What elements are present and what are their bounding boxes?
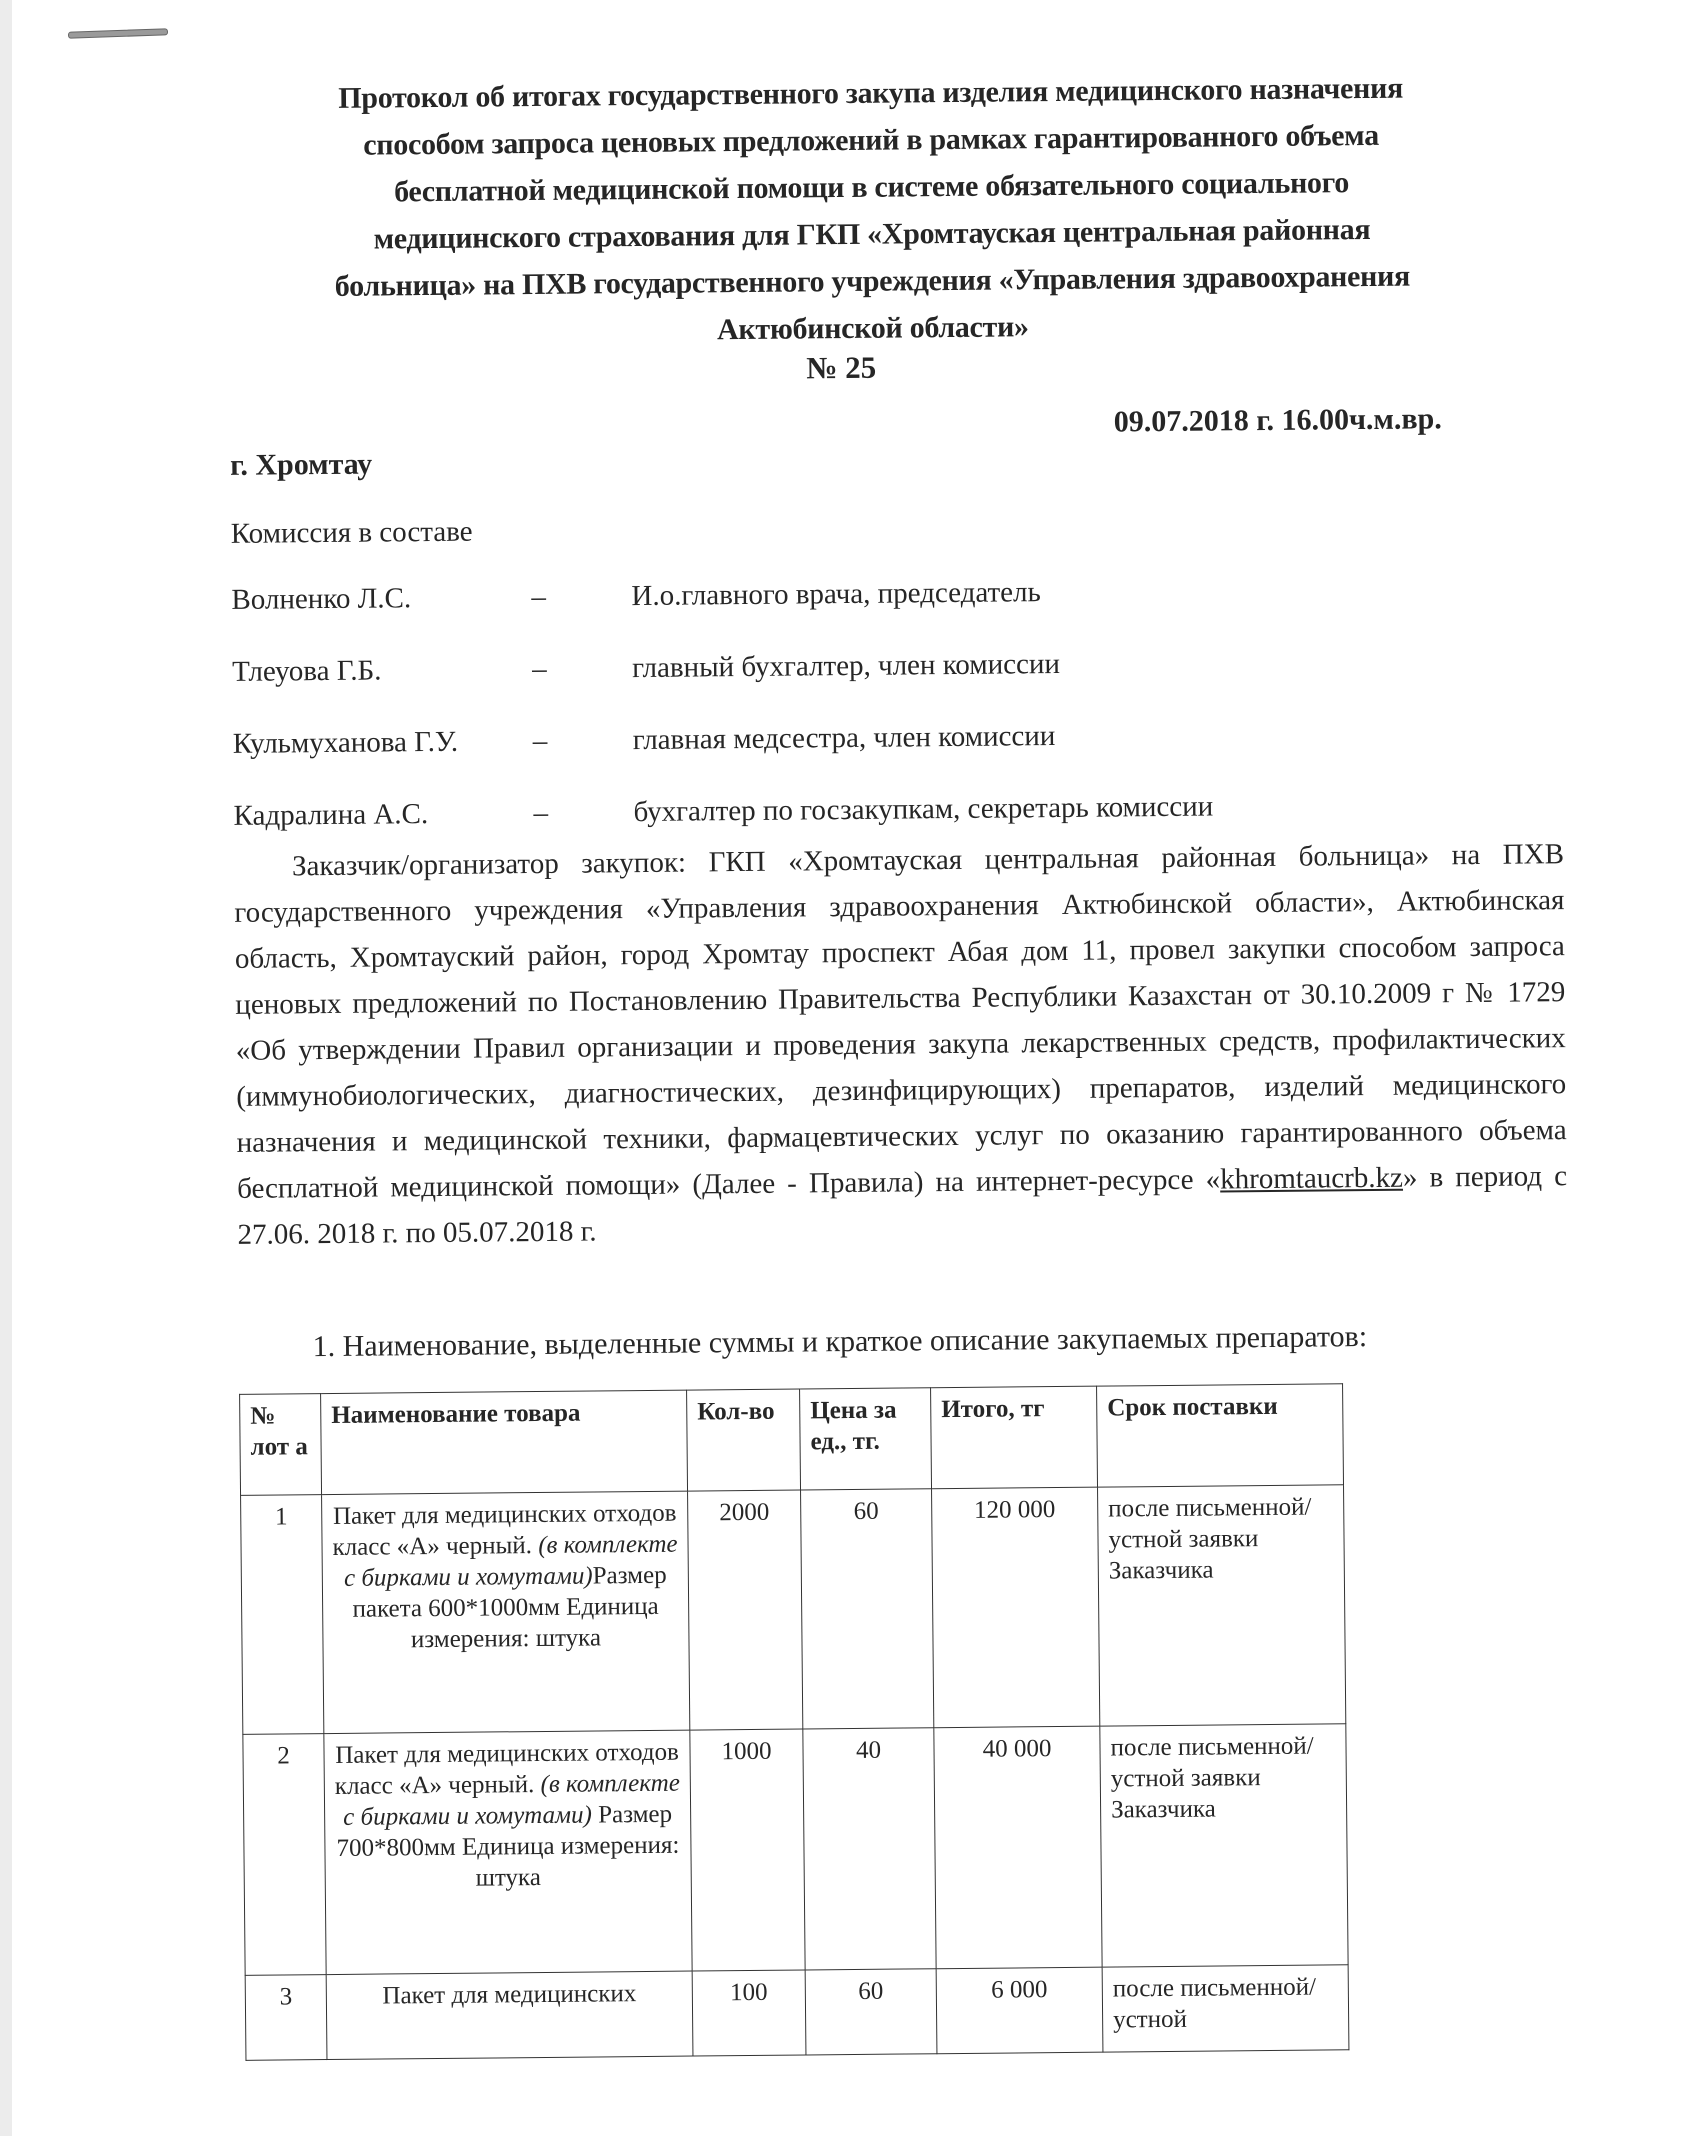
member-dash: –: [533, 796, 549, 830]
member-role: главный бухгалтер, член комиссии: [631, 647, 1061, 685]
cell-item-name: [322, 1491, 690, 1734]
section-heading: 1. Наименование, выделенные суммы и краткое описание закупаемых препаратов:: [312, 1320, 1368, 1364]
commission-member: [233, 720, 1056, 761]
header-lot-number: № лот а: [240, 1394, 322, 1496]
cell-unit-price: 60: [801, 1489, 934, 1729]
website-link[interactable]: khromtaucrb.kz: [1219, 1161, 1404, 1196]
member-dash: –: [531, 580, 547, 614]
member-role: бухгалтер по госзакупкам, секретарь комиссии: [633, 790, 1214, 829]
paragraph-text: Заказчик/организатор закупок: ГКП «Хромтауская центральная районная больница» на ПХВ государственного учреждения «Управления здравоохранения Актюбинской области», Актюбинская область, Хромтауский район, город Хромтау проспект Абая дом 11, провел закупки способом запроса ценовых предложений по Постановлению Правительства Республики Казахстан от 30.10.2009 г № 1729 «Об утверждении Правил организации и проведения закупа лекарственных средств, профилактических (иммунобиологических, диагностических, дезинфицирующих) препаратов, изделий медицинского назначения и медицинской техники, фармацевтических услуг по оказанию гарантированного объема бесплатной медицинской помощи» (Далее - Правила) на интернет-ресурсе «: [234, 838, 1567, 1205]
header-total: Итого, тг: [931, 1386, 1098, 1489]
member-name: Волненко Л.С.: [231, 582, 412, 616]
paragraph-text-end: » в период с 27.06. 2018 г. по 05.07.2018 г.: [237, 1160, 1568, 1251]
commission-label: Комиссия в составе: [230, 515, 473, 550]
title-line: способом запроса ценовых предложений в рамках гарантированного объема: [363, 118, 1379, 162]
cell-lot-number: 1: [241, 1495, 324, 1735]
cell-delivery-term: после письменной/устной заявки Заказчика: [1100, 1724, 1348, 1967]
title-line: бесплатной медицинской помощи в системе обязательного социального: [393, 166, 1350, 209]
cell-total: 40 000: [934, 1726, 1102, 1969]
protocol-date-time: 09.07.2018 г. 16.00ч.м.вр.: [1113, 402, 1442, 439]
header-unit-price: Цена за ед., тг.: [800, 1388, 932, 1490]
member-role: И.о.главного врача, председатель: [631, 576, 1041, 613]
table-row: [243, 1724, 1348, 1976]
header-item-name: Наименование товара: [321, 1390, 688, 1495]
member-dash: –: [531, 652, 547, 686]
member-name: Кадралина А.С.: [233, 798, 429, 832]
header-quantity: Кол-во: [687, 1389, 801, 1491]
table-row: [245, 1965, 1349, 2061]
cell-quantity: 1000: [690, 1729, 805, 1971]
cell-quantity: 100: [692, 1970, 806, 2056]
commission-member: [233, 791, 1213, 833]
item-name-note: (в комплекте с бирками и хомутами): [343, 1530, 678, 1592]
cell-total: 120 000: [932, 1487, 1100, 1728]
protocol-number: № 25: [806, 349, 877, 386]
table-row: [241, 1485, 1346, 1735]
cell-quantity: 2000: [688, 1490, 803, 1730]
cell-item-name: [326, 1971, 693, 2060]
title-line: больница» на ПХВ государственного учреждения «Управления здравоохранения: [334, 259, 1411, 303]
commission-member: [232, 648, 1060, 689]
member-dash: –: [532, 724, 548, 758]
item-name-note: (в комплекте с бирками и хомутами): [343, 1769, 680, 1831]
title-line: медицинского страхования для ГКП «Хромтауская центральная районная: [373, 212, 1371, 256]
title-line: Протокол об итогах государственного закупа изделия медицинского назначения: [338, 71, 1404, 115]
cell-unit-price: 40: [803, 1728, 936, 1970]
item-name-main: Пакет для медицинских отходов класс «А» черный.: [332, 1499, 677, 1561]
lots-table: [239, 1383, 1349, 2061]
procurement-paragraph: [234, 831, 1568, 1258]
cell-lot-number: 2: [243, 1734, 326, 1976]
cell-unit-price: 60: [805, 1969, 937, 2055]
member-name: Кульмуханова Г.У.: [232, 725, 459, 760]
cell-delivery-term: после письменной/устной заявки Заказчика: [1098, 1485, 1346, 1726]
commission-member: [231, 576, 1041, 617]
header-delivery-term: Срок поставки: [1097, 1384, 1344, 1487]
cell-delivery-term: после письменной/устной: [1102, 1965, 1349, 2052]
cell-total: 6 000: [936, 1967, 1103, 2054]
cell-item-name: [324, 1730, 692, 1975]
table-header-row: [240, 1384, 1344, 1496]
item-name-main: Пакет для медицинских: [382, 1980, 637, 2010]
cell-lot-number: 3: [245, 1975, 327, 2061]
document-title: [240, 64, 1503, 358]
member-name: Тлеуова Г.Б.: [231, 654, 382, 688]
item-name-main: Пакет для медицинских отходов класс «А» черный.: [334, 1738, 679, 1800]
member-role: главная медсестра, член комиссии: [632, 720, 1056, 757]
protocol-city: г. Хромтау: [230, 447, 373, 482]
title-line: Актюбинской области»: [716, 310, 1029, 347]
item-name-tail: Размер пакета 600*1000мм Единица измерения: штука: [352, 1561, 667, 1654]
item-name-tail: Размер 700*800мм Единица измерения: штука: [336, 1800, 680, 1892]
